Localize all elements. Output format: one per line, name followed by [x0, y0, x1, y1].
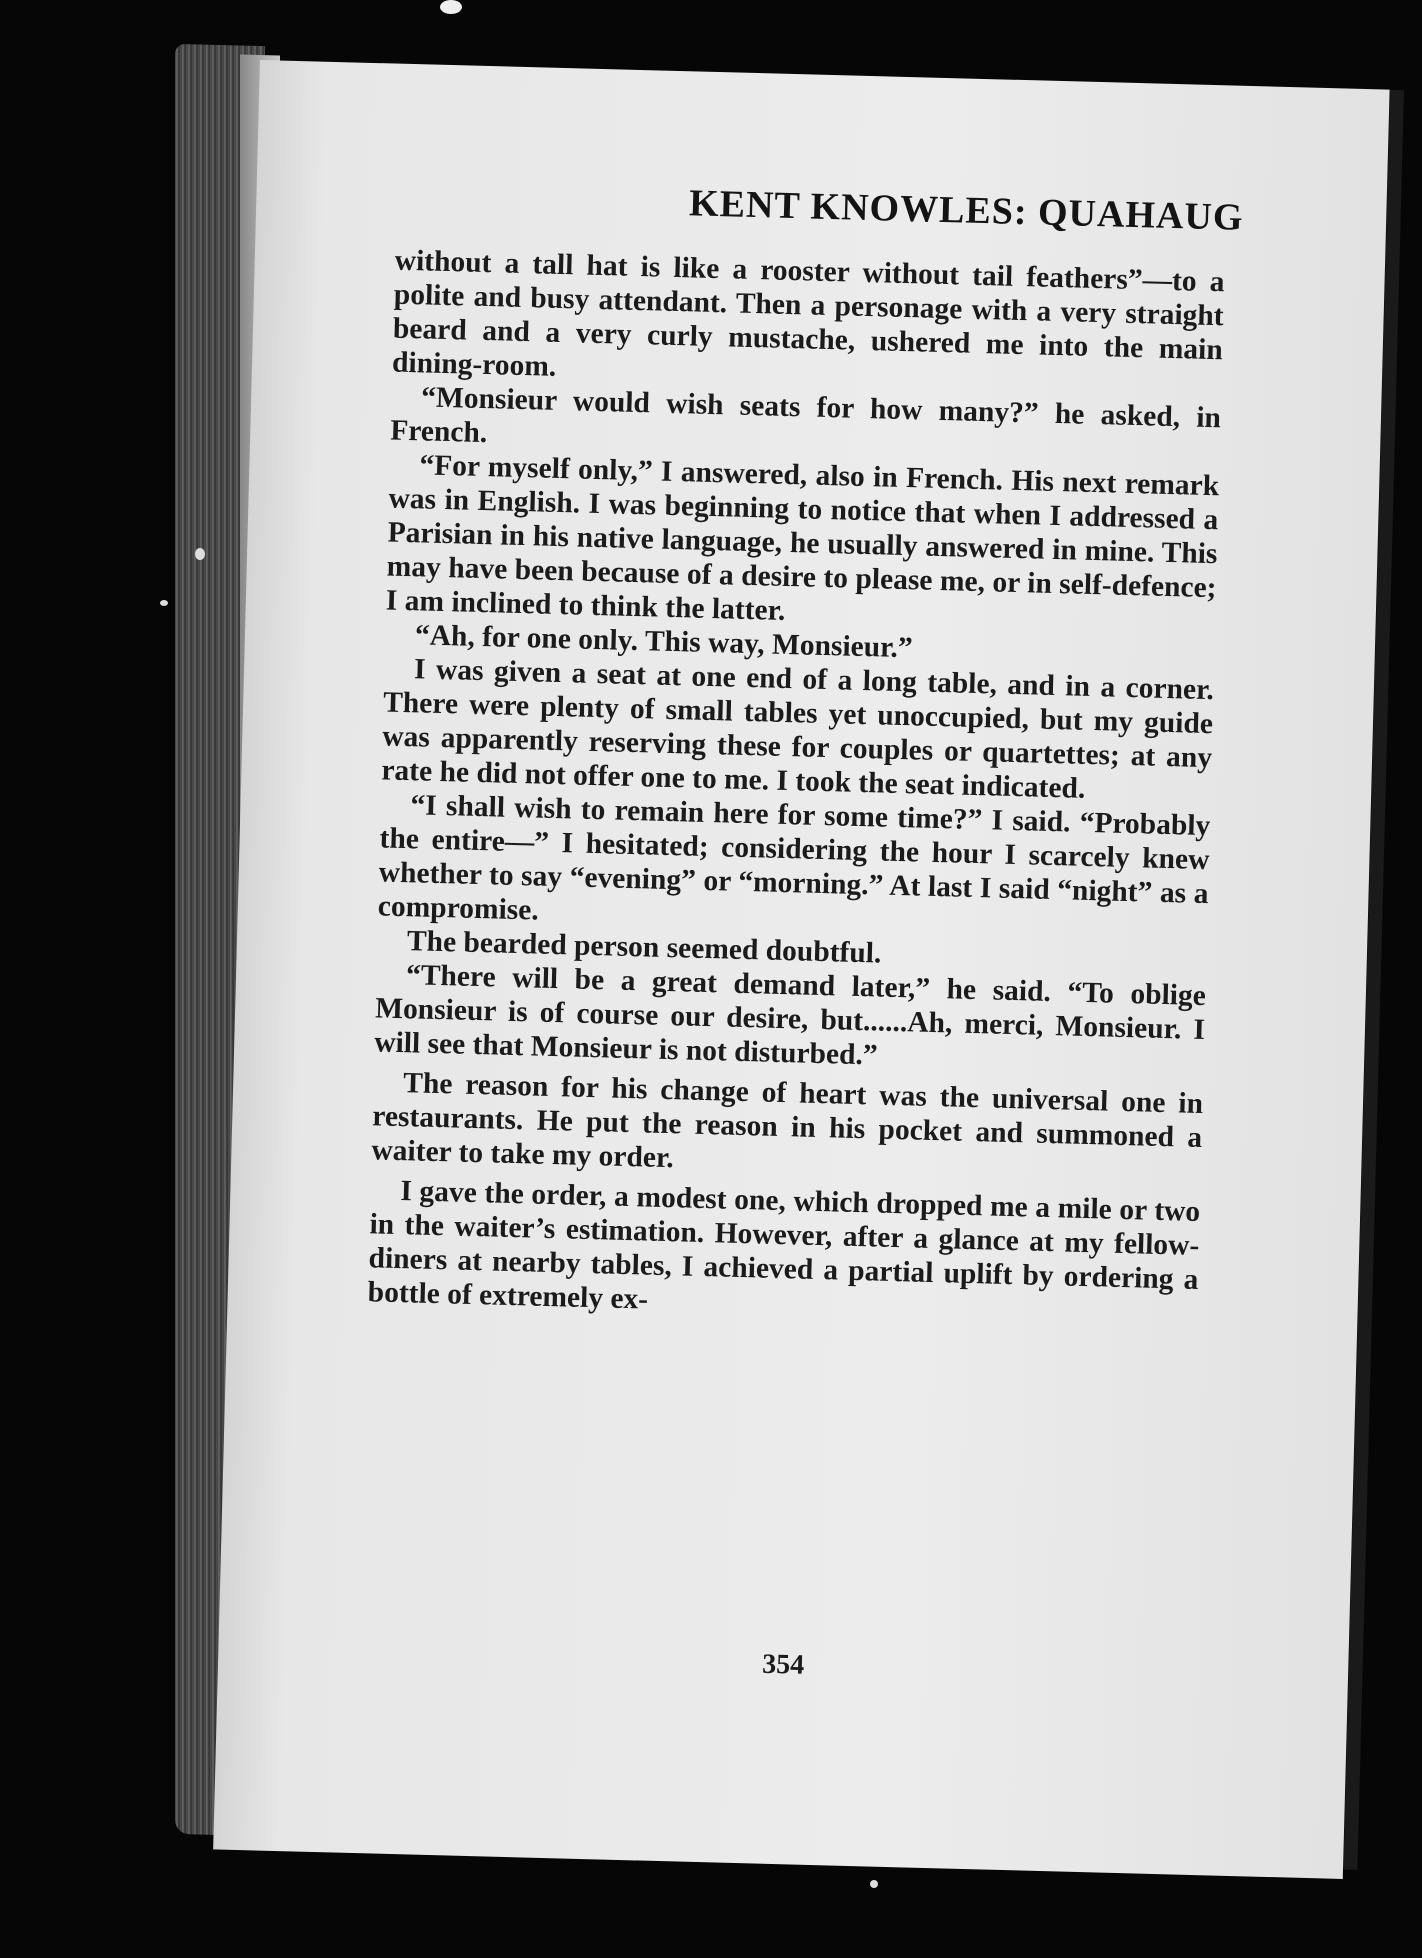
book-page [213, 60, 1389, 1879]
page-number: 354 [761, 1648, 805, 1681]
page-body-text [367, 244, 1225, 1331]
paragraph: I was given a seat at one end of a long table, and in a corner. There were plenty of small tables yet unoccupied, but my guide was apparently reserving these for couples or quartettes; at any rate he did not offer one to me. I took the seat indicated. [381, 653, 1215, 805]
paragraph: “I shall wish to remain here for some time?” I said. “Probably the entire—” I hesitated; considering the hour I scarcely knew whether to say “evening” or “morning.” At last I said “night” as a compromise. [377, 789, 1211, 927]
paragraph: “Monsieur would wish seats for how many?” he asked, in French. [389, 381, 1222, 450]
paragraph: “For myself only,” I answered, also in French. His next remark was in English. I was beginning to notice that when I addressed a Parisian in his native language, he usually answered in mine. This may have been because of a desire to please me, or in self-defence; I am inclined to think the latter. [385, 449, 1220, 627]
dust-speck [440, 0, 462, 14]
dust-speck [870, 1880, 878, 1888]
paragraph: “There will be a great demand later,” he said. “To oblige Monsieur is of course our desire, but......Ah, merci, Monsieur. I will see that Monsieur is not disturbed.” [373, 959, 1207, 1072]
paragraph: The reason for his change of heart was the universal one in restaurants. He put the reason in his pocket and summoned a waiter to take my order. [371, 1067, 1204, 1175]
paragraph: without a tall hat is like a rooster without tail feathers”—to a polite and busy attendant. Then a personage with a very straight beard and a very curly mustache, ushered me into the main dining-room. [391, 244, 1225, 383]
dust-speck [195, 548, 205, 560]
paragraph: The bearded person seemed doubtful. [406, 925, 882, 970]
running-header: KENT KNOWLES: QUAHAUG [688, 182, 1244, 239]
paragraph: “Ah, for one only. This way, Monsieur.” [414, 619, 914, 665]
paragraph: I gave the order, a modest one, which dropped me a mile or two in the waiter’s estimation. However, after a glance at my fellow-diners at nearby tables, I achieved a partial uplift by ordering a bottle of extremely ex- [367, 1175, 1201, 1316]
dust-speck [160, 600, 168, 606]
